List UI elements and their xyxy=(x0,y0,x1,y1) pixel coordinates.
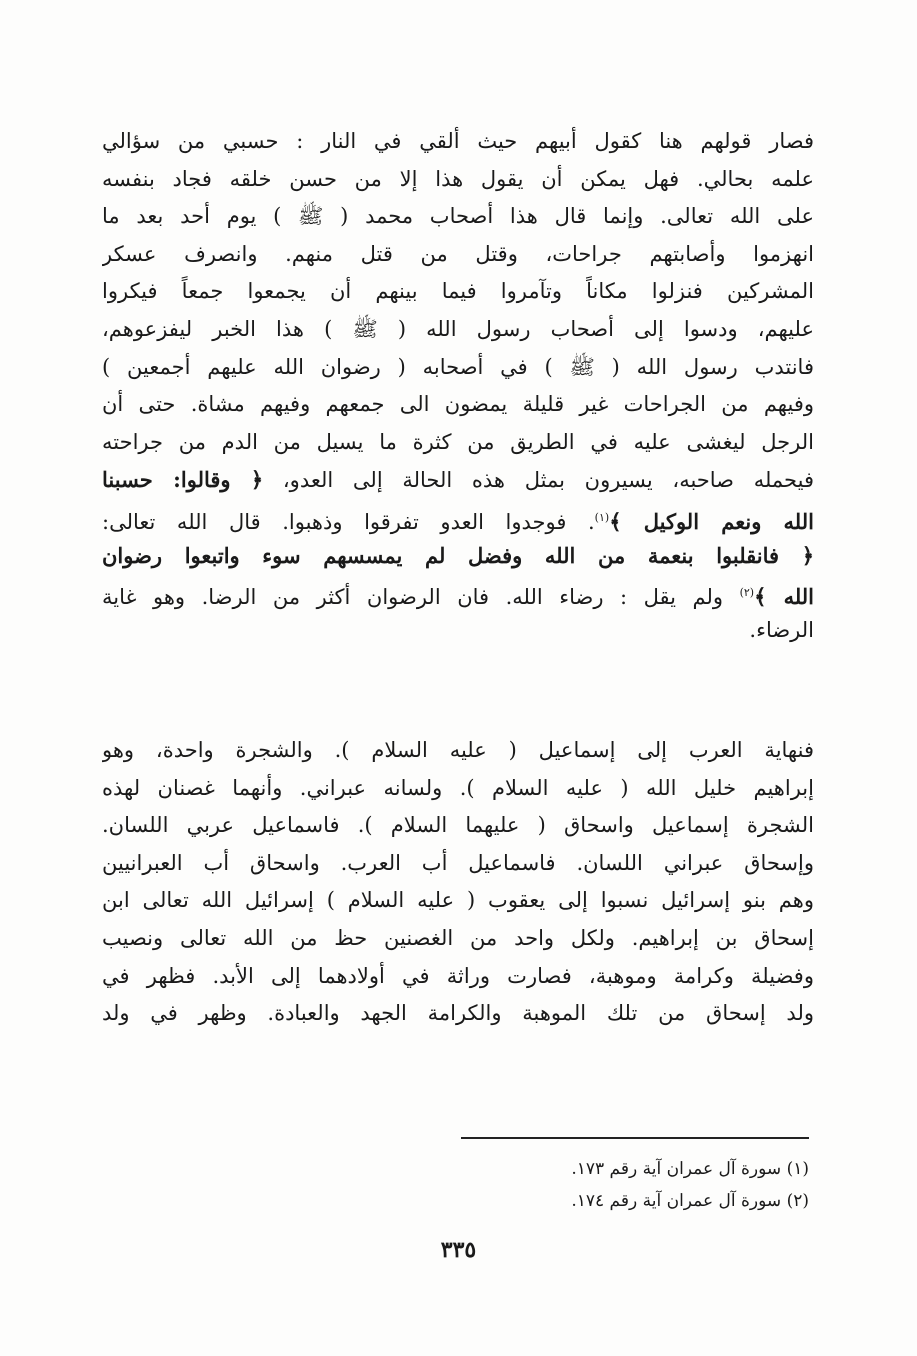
text-segment: . فوجدوا العدو تفرقوا وذهبوا. قال الله تعالى: xyxy=(102,509,595,534)
text-line: وهم بنو إسرائيل نسبوا إلى يعقوب ( عليه السلام ) إسرائيل الله تعالى ابن xyxy=(102,888,814,913)
footnote-marker: (١) xyxy=(594,510,610,524)
text-segment: فيحمله صاحبه، يسيرون بمثل هذه الحالة إلى العدو، xyxy=(282,468,814,493)
text-line: فصار قولهم هنا كقول أبيهم حيث ألقي في النار : حسبي من سؤالي xyxy=(102,129,814,153)
page-number: ٣٣٥ xyxy=(440,1237,477,1263)
footnote-2: (٢) سورة آل عمران آية رقم ١٧٤. xyxy=(571,1191,809,1211)
text-line xyxy=(102,461,814,499)
quran-quote: الله ﴾ xyxy=(754,584,814,610)
text-segment: ولم يقل : رضاء الله. فان الرضوان أكثر من الرضا. وهو غاية xyxy=(102,585,740,610)
text-line: علمه بحالي. فهل يمكن أن يقول هذا إلا من حسن خلقه فجاد بنفسه xyxy=(102,166,814,191)
text-line: إبراهيم خليل الله ( عليه السلام ). ولسانه عبراني. وأنهما غصنان لهذه xyxy=(102,775,814,800)
footnotes xyxy=(409,1153,809,1217)
text-line xyxy=(102,574,814,612)
text-line: الرضاء. xyxy=(749,617,814,642)
quran-quote: ﴿ فانقلبوا بنعمة من الله وفضل لم يمسسهم سوء واتبعوا رضوان xyxy=(102,542,814,568)
paragraph-2 xyxy=(102,732,814,1033)
text-line: وإسحاق عبراني اللسان. فاسماعيل أب العرب. واسحاق أب العبرانيين xyxy=(102,850,814,875)
text-line: المشركين فنزلوا مكاناً وتآمروا فيما بينهم أن يجمعوا جمعاً فيكروا xyxy=(102,279,814,304)
paragraph-1 xyxy=(102,123,814,649)
text-line: فانتدب رسول الله ( ﷺ ) في أصحابه ( رضوان الله عليهم أجمعين ) xyxy=(102,354,814,379)
text-line: ولد إسحاق من تلك الموهبة والكرامة الجهد والعبادة. وظهر في ولد xyxy=(102,1001,814,1026)
text-line: الرجل ليغشى عليه في الطريق من كثرة ما يسيل من الدم من جراحته xyxy=(102,429,814,454)
quran-quote: ﴿ وقالوا: حسبنا xyxy=(102,467,264,493)
text-line: الشجرة إسماعيل واسحاق ( عليهما السلام ). فاسماعيل عربي اللسان. xyxy=(102,813,814,838)
text-line: وفضيلة وكرامة وموهبة، فصارت وراثة في أولادهما إلى الأبد. فظهر في xyxy=(102,963,814,988)
text-line: إسحاق بن إبراهيم. ولكل واحد من الغصنين حظ من الله تعالى ونصيب xyxy=(102,925,814,950)
footnote-1: (١) سورة آل عمران آية رقم ١٧٣. xyxy=(571,1159,809,1179)
text-line xyxy=(102,537,814,575)
text-line: وفيهم من الجراحات غير قليلة يمضون الى جمعهم وفيهم مشاة. حتى أن xyxy=(102,392,814,417)
footnote-divider xyxy=(461,1137,809,1139)
footnote-marker: (٢) xyxy=(739,586,755,600)
text-line: عليهم، ودسوا إلى أصحاب رسول الله ( ﷺ ) هذا الخبر ليفزعوهم، xyxy=(102,316,814,341)
quran-quote: الله ونعم الوكيل ﴾ xyxy=(609,508,814,534)
text-line: انهزموا وأصابتهم جراحات، وقتل من قتل منهم. وانصرف عسكر xyxy=(102,241,814,266)
text-line: فنهاية العرب إلى إسماعيل ( عليه السلام ). والشجرة واحدة، وهو xyxy=(102,738,814,762)
text-line xyxy=(102,499,814,537)
text-line: على الله تعالى. وإنما قال هذا أصحاب محمد ( ﷺ ) يوم أحد بعد ما xyxy=(102,204,814,229)
